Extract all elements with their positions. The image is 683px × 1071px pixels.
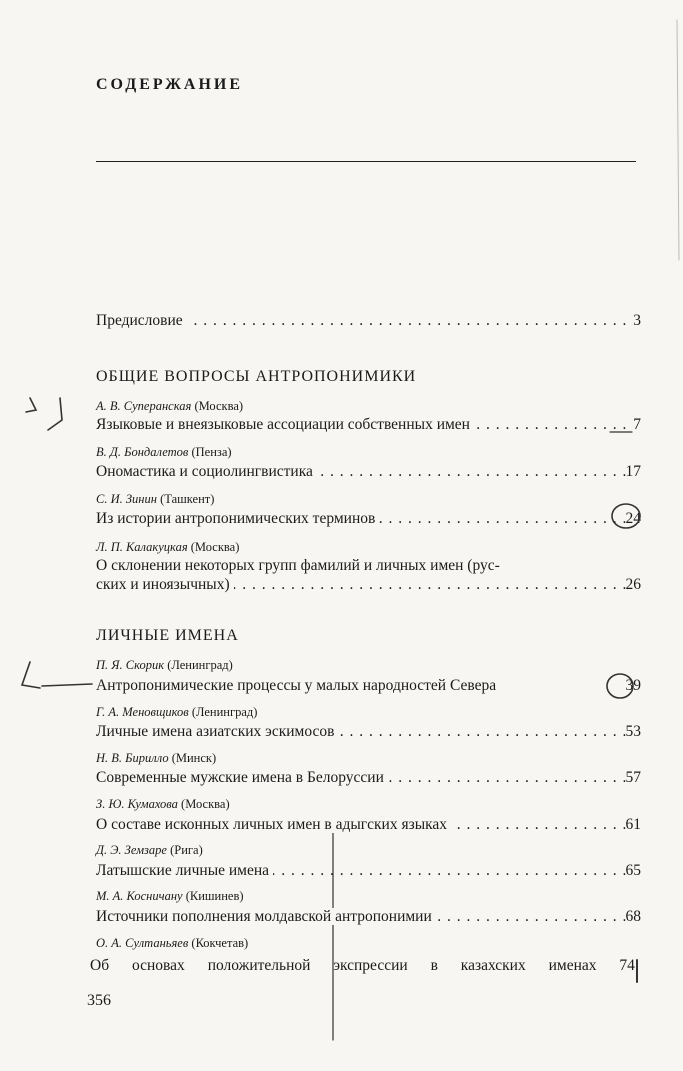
toc-entry[interactable] <box>96 722 630 742</box>
toc-entry[interactable] <box>96 768 630 788</box>
page-folio: 356 <box>87 992 111 1009</box>
entry-word: казахских <box>460 957 526 974</box>
page-number: 24 <box>625 510 641 527</box>
entry-word: в <box>430 957 438 974</box>
toc-entry[interactable] <box>96 415 630 435</box>
page-number: 17 <box>625 463 641 480</box>
author-city: (Москва) <box>194 399 244 413</box>
toc-entry[interactable] <box>96 907 630 927</box>
entry-title: Предисловие <box>96 312 187 329</box>
page-number: 68 <box>625 908 641 925</box>
author-city: (Рига) <box>170 843 203 857</box>
toc-entry[interactable] <box>96 462 630 482</box>
pencil-mark-4 <box>22 662 40 688</box>
author-name: З. Ю. Кумахова <box>96 797 178 811</box>
section-heading: ЛИЧНЫЕ ИМЕНА <box>96 627 239 644</box>
author-city: (Кишинев) <box>185 889 244 903</box>
page-number: 26 <box>625 576 641 593</box>
author-city: (Кокчетав) <box>191 936 249 950</box>
author-city: (Ташкент) <box>160 492 215 506</box>
entry-title: Ономастика и социолингвистика <box>96 463 317 480</box>
toc-entry-line2[interactable] <box>96 575 630 595</box>
author-name: В. Д. Бондалетов <box>96 445 189 459</box>
author-city: (Москва) <box>190 540 240 554</box>
entry-word: Об <box>90 957 110 974</box>
pencil-mark-1 <box>26 398 36 412</box>
author-name: А. В. Суперанская <box>96 399 192 413</box>
pencil-check-mark <box>48 398 62 430</box>
entry-title: Современные мужские имена в Белоруссии <box>96 769 388 786</box>
author-name: О. А. Султаньяев <box>96 936 189 950</box>
entry-title: Из истории антропонимических терминов <box>96 510 379 527</box>
toc-entry[interactable] <box>96 815 630 835</box>
author-name: С. И. Зинин <box>96 492 157 506</box>
page-number: 3 <box>633 312 641 329</box>
author-name: Н. В. Бирилло <box>96 751 169 765</box>
toc-entry-preface[interactable] <box>96 311 630 331</box>
page-number: 7 <box>633 416 641 433</box>
entry-title: Латышские личные имена <box>96 862 273 879</box>
page-number: 61 <box>625 816 641 833</box>
page-number: 53 <box>625 723 641 740</box>
entry-title-line1: О склонении некоторых групп фамилий и личных имен (рус- <box>96 557 500 574</box>
author-city: (Пенза) <box>191 445 232 459</box>
entry-title: Антропонимические процессы у малых народностей Севера <box>96 677 497 694</box>
entry-word: экспрессии <box>333 957 408 974</box>
toc-entry[interactable] <box>96 861 630 881</box>
author-city: (Москва) <box>181 797 230 811</box>
circled-page-39 <box>607 674 633 698</box>
entry-title: О составе исконных личных имен в адыгских языках <box>96 816 451 833</box>
author-name: Г. А. Меновщиков <box>96 705 189 719</box>
page-number: 65 <box>625 862 641 879</box>
section-heading: ОБЩИЕ ВОПРОСЫ АНТРОПОНИМИКИ <box>96 368 417 385</box>
page-title: СОДЕРЖАНИЕ <box>96 76 244 93</box>
page-number: 74 <box>619 957 635 974</box>
entry-title: Источники пополнения молдавской антропонимии <box>96 908 436 925</box>
author-name: М. А. Косничану <box>96 889 183 903</box>
entry-title: Личные имена азиатских эскимосов <box>96 723 338 740</box>
scan-edge <box>677 20 679 260</box>
page-number: 57 <box>625 769 641 786</box>
author-city: (Минск) <box>171 751 217 765</box>
author-name: Д. Э. Земзаре <box>96 843 167 857</box>
entry-word: положительной <box>207 957 311 974</box>
author-name: Л. П. Калакуцкая <box>96 540 188 554</box>
author-city: (Ленинград) <box>167 658 233 672</box>
author-name: П. Я. Скорик <box>96 658 165 672</box>
entry-word: основах <box>131 957 185 974</box>
entry-word: именах <box>548 957 597 974</box>
pencil-arrow-line <box>42 684 92 686</box>
author-city: (Ленинград) <box>191 705 258 719</box>
entry-title-line2: ских и иноязычных) <box>96 576 234 593</box>
page-number: 39 <box>625 677 641 694</box>
entry-title: Языковые и внеязыковые ассоциации собственных имен <box>96 416 474 433</box>
toc-entry[interactable] <box>96 509 630 529</box>
